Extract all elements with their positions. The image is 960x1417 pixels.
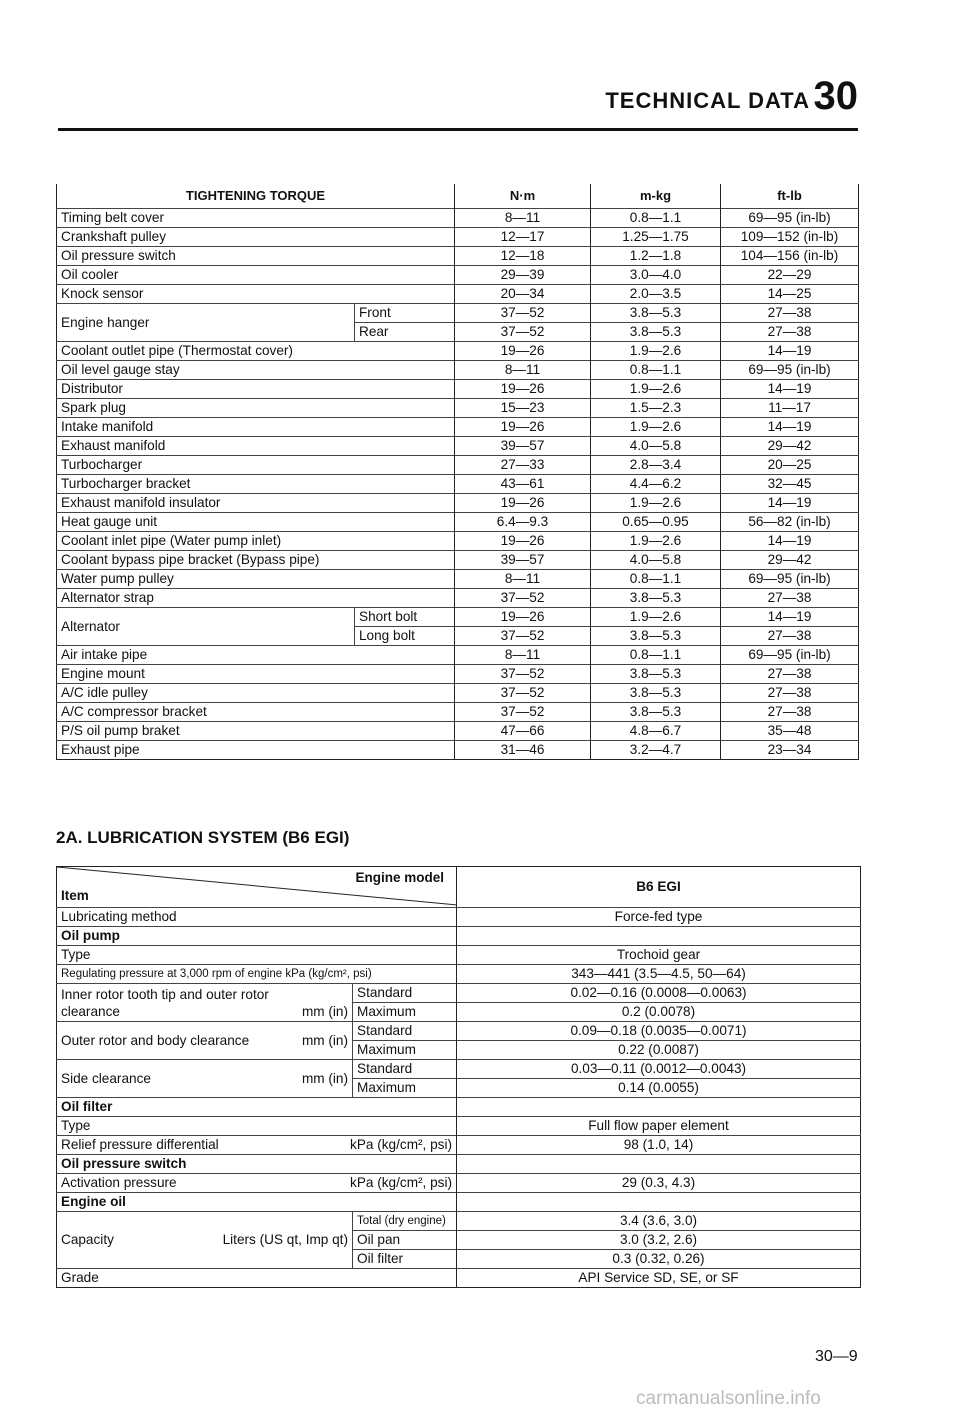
torque-item: Coolant outlet pipe (Thermostat cover) — [57, 342, 455, 361]
lube-row — [57, 1193, 861, 1212]
torque-nm-value: 19—26 — [455, 494, 591, 513]
torque-item: Timing belt cover — [57, 209, 455, 228]
item-label: Item — [61, 888, 89, 903]
torque-row — [57, 437, 859, 456]
lube-row — [57, 1136, 861, 1155]
torque-mkg-value: 4.0—5.8 — [591, 551, 721, 570]
torque-mkg-value: 4.8—6.7 — [591, 722, 721, 741]
activation-pressure-label — [57, 1174, 457, 1193]
watermark: carmanualsonline.info — [636, 1388, 821, 1409]
torque-ftlb-value: 14—25 — [721, 285, 859, 304]
inner-rotor-label-line1: Inner rotor tooth tip and outer rotor — [61, 986, 269, 1002]
torque-mkg-value: 0.8—1.1 — [591, 646, 721, 665]
torque-item: Water pump pulley — [57, 570, 455, 589]
torque-ftlb-value: 69—95 (in-lb) — [721, 570, 859, 589]
lubricating-method-value: Force-fed type — [457, 908, 861, 927]
torque-mkg-value: 2.0—3.5 — [591, 285, 721, 304]
torque-item: Heat gauge unit — [57, 513, 455, 532]
oil-filter-group: Oil filter — [57, 1098, 457, 1117]
torque-nm-value: 6.4—9.3 — [455, 513, 591, 532]
oil-pump-group: Oil pump — [57, 927, 457, 946]
torque-mkg-value: 0.8—1.1 — [591, 570, 721, 589]
torque-item: Alternator strap — [57, 589, 455, 608]
torque-mkg-value: 0.8—1.1 — [591, 209, 721, 228]
torque-mkg-value: 4.0—5.8 — [591, 437, 721, 456]
outer-maximum-value: 0.22 (0.0087) — [457, 1041, 861, 1060]
side-maximum-label: Maximum — [353, 1079, 457, 1098]
side-clearance-label — [57, 1060, 353, 1098]
torque-nm-value: 19—26 — [455, 608, 591, 627]
torque-item: Air intake pipe — [57, 646, 455, 665]
torque-row — [57, 228, 859, 247]
torque-ftlb-value: 27—38 — [721, 323, 859, 342]
torque-nm-value: 8—11 — [455, 646, 591, 665]
torque-header-nm: N·m — [455, 184, 591, 209]
torque-ftlb-value: 27—38 — [721, 703, 859, 722]
inner-rotor-label — [57, 984, 353, 1022]
oil-pressure-switch-group: Oil pressure switch — [57, 1155, 457, 1174]
lubricating-method-label: Lubricating method — [57, 908, 457, 927]
outer-rotor-text: Outer rotor and body clearance — [61, 1032, 250, 1048]
inner-maximum-value: 0.2 (0.0078) — [457, 1003, 861, 1022]
torque-item: Exhaust manifold — [57, 437, 455, 456]
torque-ftlb-value: 14—19 — [721, 380, 859, 399]
torque-ftlb-value: 29—42 — [721, 551, 859, 570]
torque-header-ftlb: ft-lb — [721, 184, 859, 209]
torque-nm-value: 15—23 — [455, 399, 591, 418]
engine-oil-group: Engine oil — [57, 1193, 457, 1212]
grade-value: API Service SD, SE, or SF — [457, 1269, 861, 1288]
lube-row — [57, 1155, 861, 1174]
capacity-label — [57, 1212, 353, 1269]
torque-ftlb-value: 20—25 — [721, 456, 859, 475]
activation-pressure-value: 29 (0.3, 4.3) — [457, 1174, 861, 1193]
outer-maximum-label: Maximum — [353, 1041, 457, 1060]
torque-item: Turbocharger — [57, 456, 455, 475]
torque-mkg-value: 1.9—2.6 — [591, 494, 721, 513]
torque-ftlb-value: 69—95 (in-lb) — [721, 209, 859, 228]
outer-standard-label: Standard — [353, 1022, 457, 1041]
torque-mkg-value: 1.9—2.6 — [591, 342, 721, 361]
torque-nm-value: 37—52 — [455, 589, 591, 608]
torque-row — [57, 608, 859, 627]
side-clearance-unit: mm (in) — [301, 1070, 348, 1086]
torque-row — [57, 209, 859, 228]
torque-mkg-value: 4.4—6.2 — [591, 475, 721, 494]
torque-mkg-value: 1.9—2.6 — [591, 380, 721, 399]
torque-ftlb-value: 32—45 — [721, 475, 859, 494]
torque-row — [57, 589, 859, 608]
torque-ftlb-value: 27—38 — [721, 304, 859, 323]
lube-row — [57, 1060, 861, 1079]
torque-nm-value: 19—26 — [455, 380, 591, 399]
torque-ftlb-value: 14—19 — [721, 532, 859, 551]
inner-rotor-label-line2: clearance — [61, 1003, 120, 1019]
diagonal-header-cell — [57, 867, 457, 908]
inner-rotor-unit: mm (in) — [301, 1003, 348, 1019]
relief-pressure-unit: kPa (kg/cm², psi) — [350, 1137, 452, 1152]
side-standard-value: 0.03—0.11 (0.0012—0.0043) — [457, 1060, 861, 1079]
capacity-text: Capacity — [61, 1232, 114, 1247]
torque-row — [57, 703, 859, 722]
torque-header-row — [57, 184, 859, 209]
torque-item: Knock sensor — [57, 285, 455, 304]
lubrication-table — [56, 866, 861, 1288]
torque-item: Engine mount — [57, 665, 455, 684]
torque-item: Turbocharger bracket — [57, 475, 455, 494]
torque-header-mkg: m-kg — [591, 184, 721, 209]
torque-item: P/S oil pump braket — [57, 722, 455, 741]
torque-item: Intake manifold — [57, 418, 455, 437]
torque-mkg-value: 1.9—2.6 — [591, 608, 721, 627]
side-clearance-text: Side clearance — [61, 1070, 151, 1086]
torque-item: Spark plug — [57, 399, 455, 418]
torque-ftlb-value: 35—48 — [721, 722, 859, 741]
torque-ftlb-value: 27—38 — [721, 627, 859, 646]
section-number: 30 — [813, 74, 858, 118]
torque-row — [57, 665, 859, 684]
torque-mkg-value: 3.8—5.3 — [591, 589, 721, 608]
torque-nm-value: 19—26 — [455, 342, 591, 361]
torque-item: Engine hanger — [57, 304, 355, 342]
oil-filter-capacity-label: Oil filter — [353, 1250, 457, 1269]
torque-row — [57, 285, 859, 304]
torque-row — [57, 722, 859, 741]
torque-mkg-value: 3.8—5.3 — [591, 627, 721, 646]
torque-ftlb-value: 27—38 — [721, 684, 859, 703]
relief-pressure-value: 98 (1.0, 14) — [457, 1136, 861, 1155]
lube-row — [57, 1022, 861, 1041]
torque-nm-value: 37—52 — [455, 323, 591, 342]
oil-pan-label: Oil pan — [353, 1231, 457, 1250]
torque-subitem: Long bolt — [355, 627, 455, 646]
torque-nm-value: 39—57 — [455, 437, 591, 456]
lube-row — [57, 965, 861, 984]
torque-mkg-value: 3.8—5.3 — [591, 304, 721, 323]
torque-row — [57, 380, 859, 399]
torque-mkg-value: 1.2—1.8 — [591, 247, 721, 266]
inner-standard-value: 0.02—0.16 (0.0008—0.0063) — [457, 984, 861, 1003]
header-title: TECHNICAL DATA — [605, 88, 810, 113]
torque-item: Alternator — [57, 608, 355, 646]
side-maximum-value: 0.14 (0.0055) — [457, 1079, 861, 1098]
lube-row — [57, 908, 861, 927]
oil-pan-value: 3.0 (3.2, 2.6) — [457, 1231, 861, 1250]
torque-ftlb-value: 69—95 (in-lb) — [721, 361, 859, 380]
torque-row — [57, 494, 859, 513]
torque-mkg-value: 1.9—2.6 — [591, 418, 721, 437]
torque-row — [57, 646, 859, 665]
torque-item: Exhaust manifold insulator — [57, 494, 455, 513]
torque-row — [57, 361, 859, 380]
torque-nm-value: 27—33 — [455, 456, 591, 475]
torque-ftlb-value: 23—34 — [721, 741, 859, 760]
torque-row — [57, 399, 859, 418]
torque-ftlb-value: 14—19 — [721, 608, 859, 627]
lube-row — [57, 1117, 861, 1136]
total-dry-value: 3.4 (3.6, 3.0) — [457, 1212, 861, 1231]
torque-row — [57, 741, 859, 760]
relief-pressure-label — [57, 1136, 457, 1155]
torque-header-item: TIGHTENING TORQUE — [185, 188, 326, 203]
torque-mkg-value: 3.8—5.3 — [591, 323, 721, 342]
torque-nm-value: 8—11 — [455, 209, 591, 228]
empty-cell — [457, 927, 861, 946]
torque-nm-value: 37—52 — [455, 665, 591, 684]
torque-mkg-value: 2.8—3.4 — [591, 456, 721, 475]
capacity-unit: Liters (US qt, Imp qt) — [222, 1232, 348, 1247]
lube-row — [57, 927, 861, 946]
torque-ftlb-value: 69—95 (in-lb) — [721, 646, 859, 665]
model-b6-egi: B6 EGI — [457, 867, 861, 908]
torque-nm-value: 37—52 — [455, 304, 591, 323]
torque-subitem: Rear — [355, 323, 455, 342]
torque-nm-value: 39—57 — [455, 551, 591, 570]
torque-nm-value: 19—26 — [455, 532, 591, 551]
torque-nm-value: 12—17 — [455, 228, 591, 247]
lube-header-row — [57, 867, 861, 908]
torque-nm-value: 8—11 — [455, 570, 591, 589]
inner-maximum-label: Maximum — [353, 1003, 457, 1022]
torque-item: Crankshaft pulley — [57, 228, 455, 247]
torque-mkg-value: 0.65—0.95 — [591, 513, 721, 532]
torque-nm-value: 37—52 — [455, 627, 591, 646]
grade-label: Grade — [57, 1269, 457, 1288]
filter-type-label: Type — [57, 1117, 457, 1136]
torque-ftlb-value: 104—156 (in-lb) — [721, 247, 859, 266]
regulating-pressure-value: 343—441 (3.5—4.5, 50—64) — [457, 965, 861, 984]
torque-ftlb-value: 29—42 — [721, 437, 859, 456]
torque-row — [57, 532, 859, 551]
pump-type-label: Type — [57, 946, 457, 965]
torque-row — [57, 418, 859, 437]
torque-item: Oil cooler — [57, 266, 455, 285]
torque-mkg-value: 3.8—5.3 — [591, 684, 721, 703]
torque-row — [57, 247, 859, 266]
torque-row — [57, 304, 859, 323]
torque-row — [57, 513, 859, 532]
lube-row — [57, 1174, 861, 1193]
lube-row — [57, 1269, 861, 1288]
torque-ftlb-value: 14—19 — [721, 494, 859, 513]
torque-row — [57, 342, 859, 361]
torque-ftlb-value: 14—19 — [721, 342, 859, 361]
torque-nm-value: 8—11 — [455, 361, 591, 380]
torque-ftlb-value: 109—152 (in-lb) — [721, 228, 859, 247]
torque-item: A/C compressor bracket — [57, 703, 455, 722]
inner-standard-label: Standard — [353, 984, 457, 1003]
torque-mkg-value: 1.5—2.3 — [591, 399, 721, 418]
torque-item: Distributor — [57, 380, 455, 399]
activation-pressure-unit: kPa (kg/cm², psi) — [350, 1175, 452, 1190]
page-number: 30—9 — [815, 1348, 858, 1365]
torque-row — [57, 551, 859, 570]
torque-item: Oil pressure switch — [57, 247, 455, 266]
torque-ftlb-value: 22—29 — [721, 266, 859, 285]
torque-subitem: Short bolt — [355, 608, 455, 627]
torque-row — [57, 684, 859, 703]
torque-body — [57, 209, 859, 760]
torque-nm-value: 43—61 — [455, 475, 591, 494]
torque-ftlb-value: 56—82 (in-lb) — [721, 513, 859, 532]
torque-nm-value: 47—66 — [455, 722, 591, 741]
section-title: 2A. LUBRICATION SYSTEM (B6 EGI) — [56, 828, 350, 847]
lube-row — [57, 1212, 861, 1231]
empty-cell — [457, 1193, 861, 1212]
empty-cell — [457, 1155, 861, 1174]
torque-nm-value: 31—46 — [455, 741, 591, 760]
torque-row — [57, 475, 859, 494]
empty-cell — [457, 1098, 861, 1117]
torque-ftlb-value: 27—38 — [721, 589, 859, 608]
torque-row — [57, 456, 859, 475]
outer-rotor-label — [57, 1022, 353, 1060]
torque-row — [57, 570, 859, 589]
pump-type-value: Trochoid gear — [457, 946, 861, 965]
torque-mkg-value: 3.8—5.3 — [591, 703, 721, 722]
torque-item: Oil level gauge stay — [57, 361, 455, 380]
torque-mkg-value: 3.2—4.7 — [591, 741, 721, 760]
lube-row — [57, 1098, 861, 1117]
torque-nm-value: 29—39 — [455, 266, 591, 285]
torque-item: A/C idle pulley — [57, 684, 455, 703]
activation-pressure-text: Activation pressure — [61, 1175, 177, 1190]
filter-type-value: Full flow paper element — [457, 1117, 861, 1136]
tightening-torque-table — [56, 184, 859, 760]
torque-nm-value: 12—18 — [455, 247, 591, 266]
lube-row — [57, 946, 861, 965]
oil-filter-capacity-value: 0.3 (0.32, 0.26) — [457, 1250, 861, 1269]
outer-standard-value: 0.09—0.18 (0.0035—0.0071) — [457, 1022, 861, 1041]
torque-mkg-value: 3.0—4.0 — [591, 266, 721, 285]
torque-mkg-value: 1.25—1.75 — [591, 228, 721, 247]
torque-nm-value: 20—34 — [455, 285, 591, 304]
torque-ftlb-value: 27—38 — [721, 665, 859, 684]
outer-rotor-unit: mm (in) — [301, 1032, 348, 1048]
torque-ftlb-value: 14—19 — [721, 418, 859, 437]
torque-subitem: Front — [355, 304, 455, 323]
torque-mkg-value: 0.8—1.1 — [591, 361, 721, 380]
torque-mkg-value: 3.8—5.3 — [591, 665, 721, 684]
torque-ftlb-value: 11—17 — [721, 399, 859, 418]
torque-item: Exhaust pipe — [57, 741, 455, 760]
total-dry-label: Total (dry engine) — [353, 1212, 457, 1231]
relief-pressure-text: Relief pressure differential — [61, 1137, 219, 1152]
regulating-pressure-label: Regulating pressure at 3,000 rpm of engine kPa (kg/cm², psi) — [57, 965, 457, 984]
lube-row — [57, 984, 861, 1003]
torque-row — [57, 266, 859, 285]
torque-item: Coolant bypass pipe bracket (Bypass pipe) — [57, 551, 455, 570]
torque-item: Coolant inlet pipe (Water pump inlet) — [57, 532, 455, 551]
torque-nm-value: 37—52 — [455, 703, 591, 722]
torque-nm-value: 37—52 — [455, 684, 591, 703]
engine-model-label: Engine model — [355, 870, 444, 885]
page-header — [58, 72, 858, 131]
torque-mkg-value: 1.9—2.6 — [591, 532, 721, 551]
torque-nm-value: 19—26 — [455, 418, 591, 437]
side-standard-label: Standard — [353, 1060, 457, 1079]
